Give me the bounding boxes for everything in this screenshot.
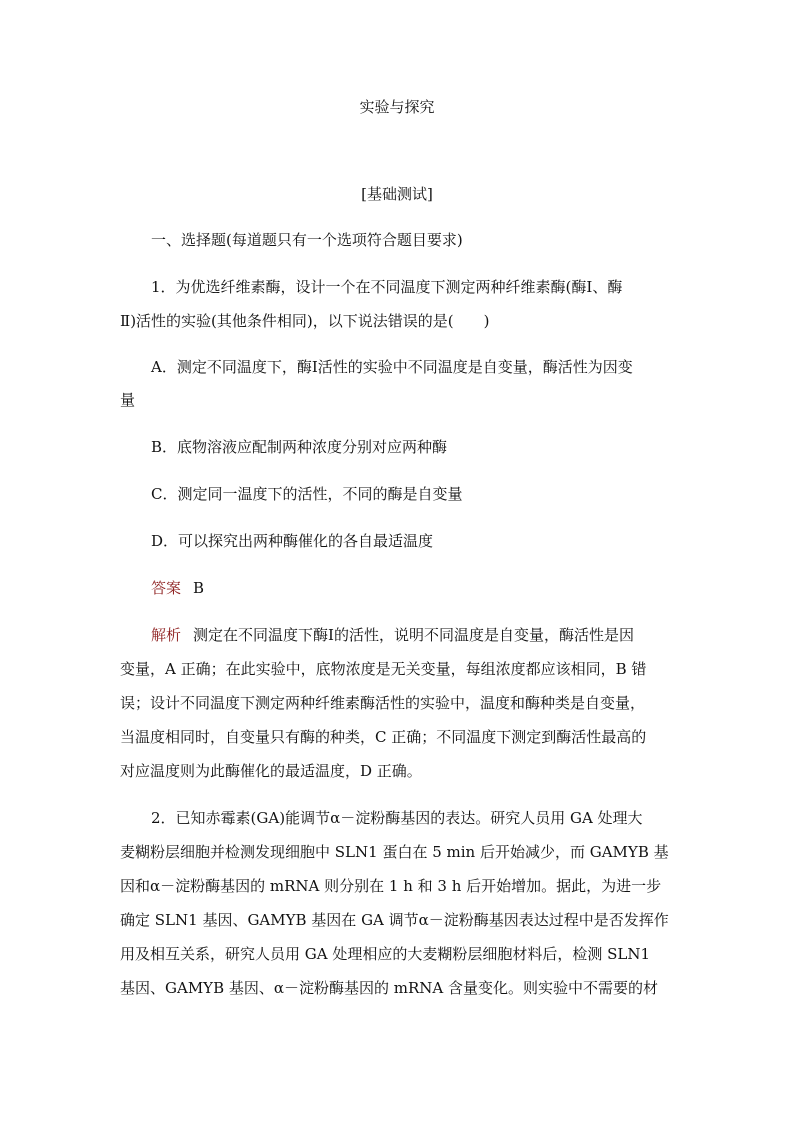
q1-analysis-line2: 变量，A 正确；在此实验中，底物浓度是无关变量，每组浓度都应该相同，B 错 [120, 660, 647, 678]
q1-option-a-line1: A．测定不同温度下，酶Ⅰ活性的实验中不同温度是自变量，酶活性为因变 [151, 358, 633, 376]
q2-stem-line6: 基因、GAMYB 基因、α－淀粉酶基因的 mRNA 含量变化。则实验中不需要的材 [120, 979, 659, 997]
part-heading: 一、选择题(每道题只有一个选项符合题目要求) [151, 231, 463, 249]
section-title: [基础测试] [361, 185, 433, 203]
q2-stem-line1: 2．已知赤霉素(GA)能调节α－淀粉酶基因的表达。研究人员用 GA 处理大 [151, 809, 643, 827]
q1-stem-line1: 1．为优选纤维素酶，设计一个在不同温度下测定两种纤维素酶(酶Ⅰ、酶 [151, 278, 623, 296]
q1-analysis-line4: 当温度相同时，自变量只有酶的种类，C 正确；不同温度下测定到酶活性最高的 [120, 728, 647, 746]
q2-stem-line2: 麦糊粉层细胞并检测发现细胞中 SLN1 蛋白在 5 min 后开始减少，而 GAMYB 基 [120, 843, 669, 861]
q1-option-c: C．测定同一温度下的活性，不同的酶是自变量 [151, 485, 463, 503]
q1-stem-line2: Ⅱ)活性的实验(其他条件相同)，以下说法错误的是( ) [120, 312, 490, 330]
analysis-label: 解析 [151, 626, 182, 644]
answer-value: B [193, 579, 205, 597]
answer-label: 答案 [151, 579, 182, 597]
q1-analysis-line5: 对应温度则为此酶催化的最适温度，D 正确。 [120, 762, 422, 780]
q1-analysis-line3: 误；设计不同温度下测定两种纤维素酶活性的实验中，温度和酶种类是自变量， [120, 694, 646, 712]
analysis-text-1: 测定在不同温度下酶Ⅰ的活性，说明不同温度是自变量，酶活性是因 [193, 626, 634, 644]
q1-option-d: D．可以探究出两种酶催化的各自最适温度 [151, 532, 434, 550]
q1-analysis-line1 [151, 625, 681, 645]
q1-option-a-line2: 量 [120, 391, 136, 409]
q2-stem-line3: 因和α－淀粉酶基因的 mRNA 则分别在 1 h 和 3 h 后开始增加。据此，为进一步 [120, 877, 662, 895]
q1-answer [151, 578, 681, 598]
q2-stem-line4: 确定 SLN1 基因、GAMYB 基因在 GA 调节α－淀粉酶基因表达过程中是否发挥作 [120, 911, 669, 929]
document-title: 实验与探究 [359, 98, 435, 116]
q1-option-b: B．底物溶液应配制两种浓度分别对应两种酶 [151, 438, 448, 456]
q2-stem-line5: 用及相互关系，研究人员用 GA 处理相应的大麦糊粉层细胞材料后，检测 SLN1 [120, 945, 651, 963]
